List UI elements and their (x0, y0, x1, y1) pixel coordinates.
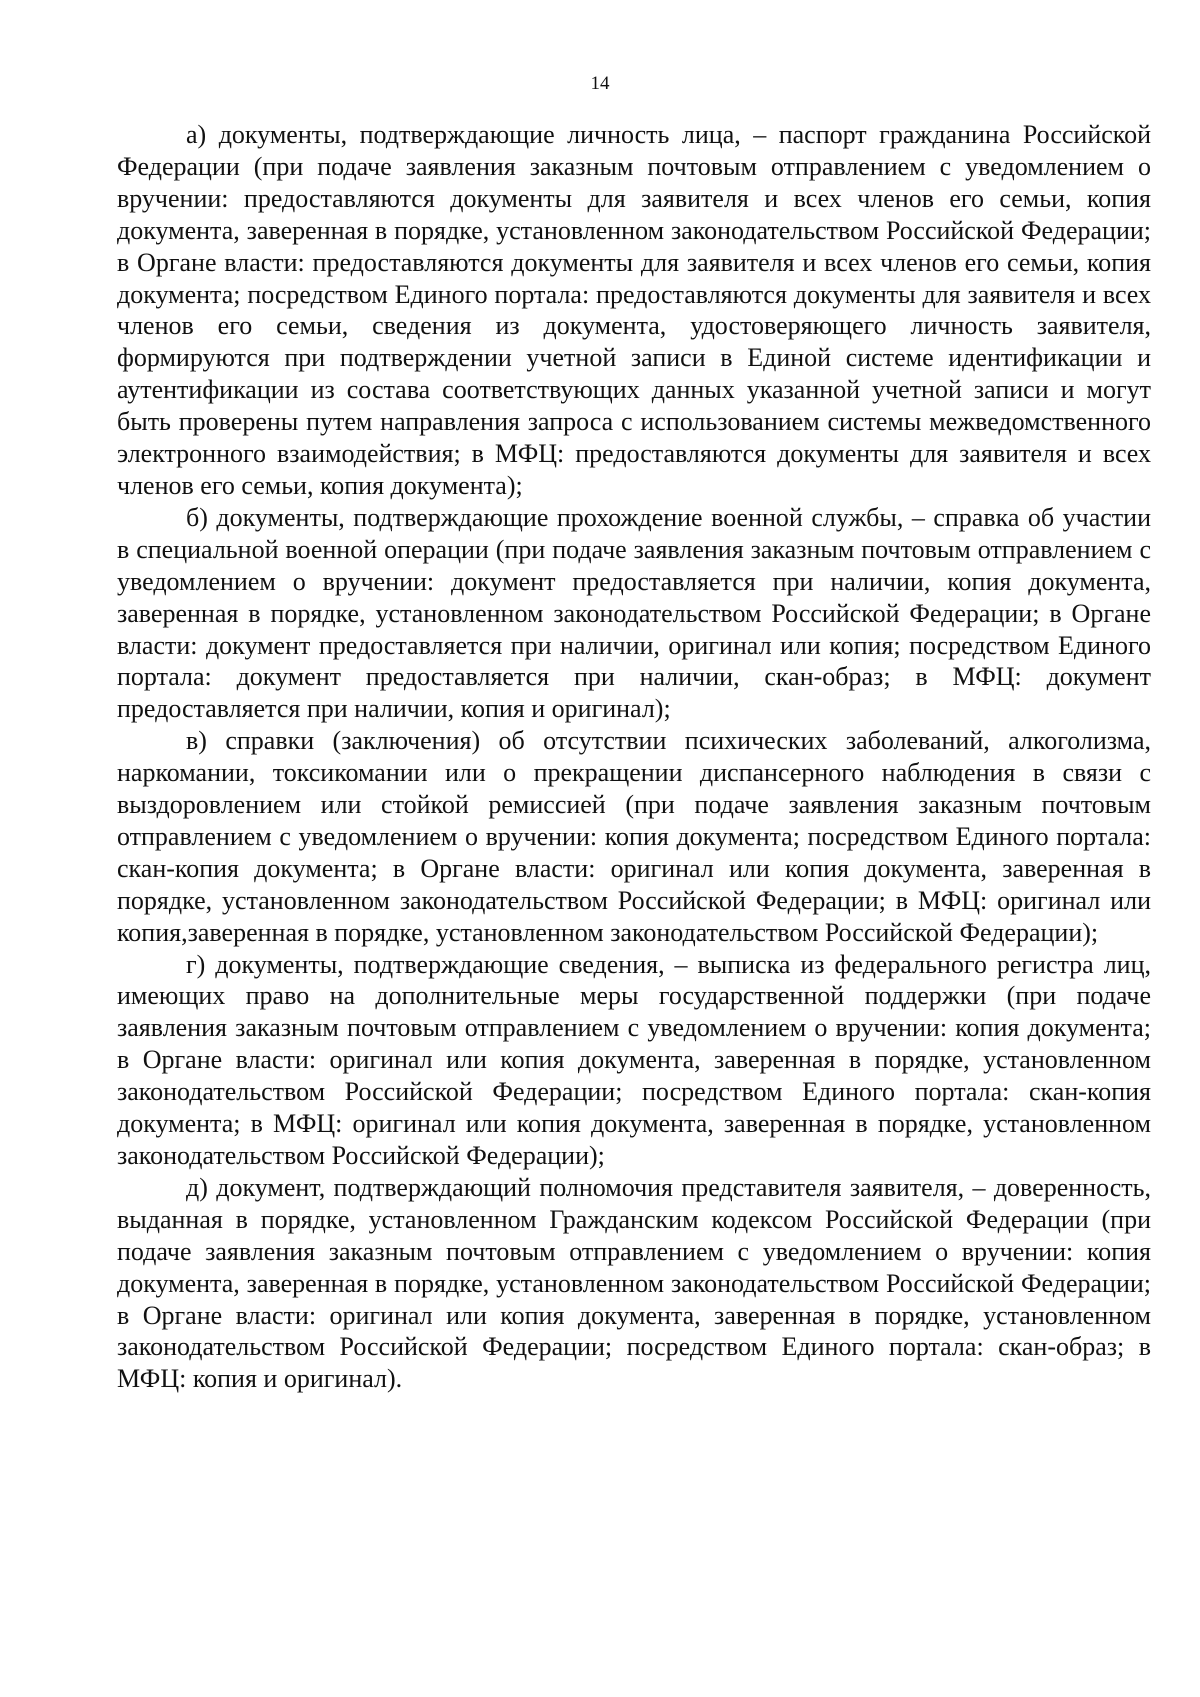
document-body (117, 119, 1151, 1395)
paragraph-v: в) справки (заключения) об отсутствии психических заболеваний, алкоголизма, наркомании, токсикомании или о прекращении диспансерного наблюдения в связи с выздоровлением или стойкой ремиссией (при подаче заявления заказным почтовым отправлением с уведомлением о вручении: копия документа; посредством Единого портала: скан-копия документа; в Органе власти: оригинал или копия документа, заверенная в порядке, установленном законодательством Российской Федерации; в МФЦ: оригинал или копия,заверенная в порядке, установленном законодательством Российской Федерации); (117, 726, 1151, 947)
page-number: 14 (590, 73, 610, 94)
paragraph-g: г) документы, подтверждающие сведения, – выписка из федерального регистра лиц, имеющих право на дополнительные меры государственной поддержки (при подаче заявления заказным почтовым отправлением с уведомлением о вручении: копия документа; в Органе власти: оригинал или копия документа, заверенная в порядке, установленном законодательством Российской Федерации; посредством Единого портала: скан-копия документа; в МФЦ: оригинал или копия документа, заверенная в порядке, установленном законодательством Российской Федерации); (117, 949, 1151, 1170)
paragraph-a: а) документы, подтверждающие личность лица, – паспорт гражданина Российской Федерации (при подаче заявления заказным почтовым отправлением с уведомлением о вручении: предоставляются документы для заявителя и всех членов его семьи, копия документа, заверенная в порядке, установленном законодательством Российской Федерации; в Органе власти: предоставляются документы для заявителя и всех членов его семьи, копия документа; посредством Единого портала: предоставляются документы для заявителя и всех членов его семьи, сведения из документа, удостоверяющего личность заявителя, формируются при подтверждении учетной записи в Единой системе идентификации и аутентификации из состава соответствующих данных указанной учетной записи и могут быть проверены путем направления запроса с использованием системы межведомственного электронного взаимодействия; в МФЦ: предоставляются документы для заявителя и всех членов его семьи, копия документа); (117, 120, 1151, 500)
paragraph-d: д) документ, подтверждающий полномочия представителя заявителя, – доверенность, выданная в порядке, установленном Гражданским кодексом Российской Федерации (при подаче заявления заказным почтовым отправлением с уведомлением о вручении: копия документа, заверенная в порядке, установленном законодательством Российской Федерации; в Органе власти: оригинал или копия документа, заверенная в порядке, установленном законодательством Российской Федерации; посредством Единого портала: скан-образ; в МФЦ: копия и оригинал). (117, 1172, 1151, 1394)
paragraph-b: б) документы, подтверждающие прохождение военной службы, – справка об участии в специальной военной операции (при подаче заявления заказным почтовым отправлением с уведомлением о вручении: документ предоставляется при наличии, копия документа, заверенная в порядке, установленном законодательством Российской Федерации; в Органе власти: документ предоставляется при наличии, оригинал или копия; посредством Единого портала: документ предоставляется при наличии, скан-образ; в МФЦ: документ предоставляется при наличии, копия и оригинал); (117, 502, 1151, 724)
